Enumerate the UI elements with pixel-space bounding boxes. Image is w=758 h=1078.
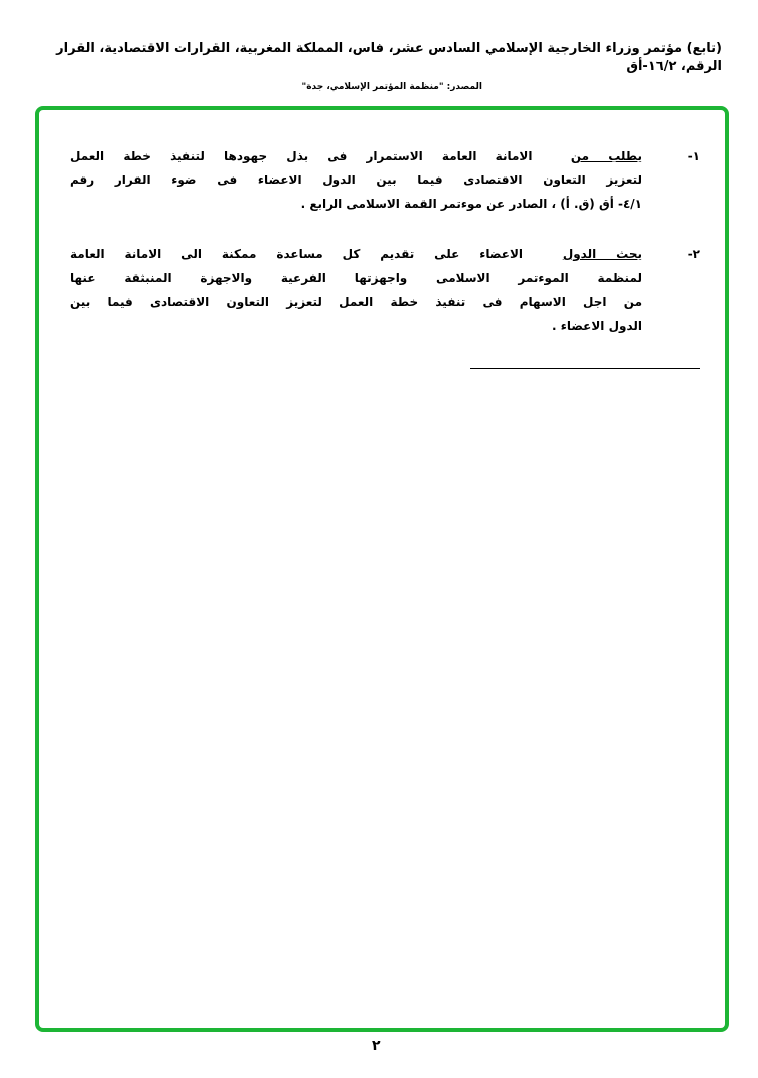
document-header: [36, 40, 722, 94]
document-body: [70, 144, 700, 369]
item-2-line-1: الاعضاء على تقديم كل مساعدة ممكنة الى الامانة العامة: [70, 247, 523, 261]
item-2-line-4: الدول الاعضاء .: [551, 319, 642, 333]
item-1-number: ١-: [687, 149, 700, 163]
item-2-number: ٢-: [687, 247, 700, 261]
item-1-line-2: لتعزيز التعاون الاقتصادى فيما بين الدول الاعضاء فى ضوء القرار رقم: [70, 173, 642, 187]
document-title: (تابع) مؤتمر وزراء الخارجية الإسلامي السادس عشر، فاس، المملكة المغربية، القرارات الاقتصادية، القرار الرقم، ١٦/٢-أق: [56, 41, 722, 74]
item-2-lead: يحث الدول: [562, 247, 642, 261]
end-divider: [470, 368, 700, 369]
item-2-text: [70, 242, 642, 338]
item-1-line-1: الامانة العامة الاستمرار فى بذل جهودها لتنفيذ خطة العمل: [70, 149, 533, 163]
item-2-line-2: لمنظمة الموءتمر الاسلامى واجهزتها الفرعية والاجهزة المنبثقة عنها: [70, 271, 642, 285]
page-number: ٢: [372, 1038, 381, 1054]
resolution-item-1: [70, 144, 700, 216]
resolution-item-2: [70, 242, 700, 338]
document-source: المصدر: "منظمة المؤتمر الإسلامي، جدة": [301, 82, 482, 92]
item-1-line-3: ٤/١- أق (ق. أ) ، الصادر عن موءتمر القمة الاسلامى الرابع .: [300, 197, 642, 211]
item-1-lead: يطلب من: [570, 149, 643, 163]
item-1-text: [70, 144, 642, 216]
item-2-line-3: من اجل الاسهام فى تنفيذ خطة العمل لتعزيز التعاون الاقتصادى فيما بين: [70, 295, 642, 309]
